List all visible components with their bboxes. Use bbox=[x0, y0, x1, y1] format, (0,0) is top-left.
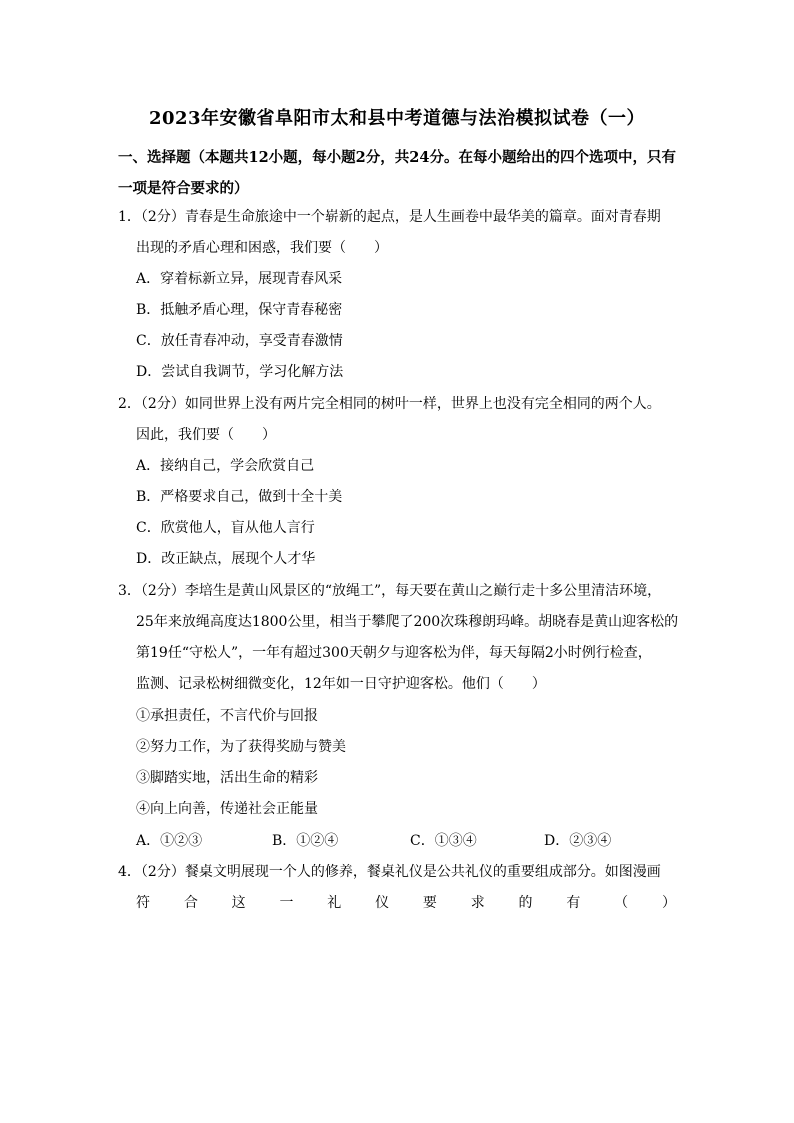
question-1-stem: 1．（2分）青春是生命旅途中一个崭新的起点，是人生画卷中最华美的篇章。面对青春期 bbox=[118, 209, 661, 225]
stem-char: 要 bbox=[422, 895, 437, 911]
page-title: 2023年安徽省阜阳市太和县中考道德与法治模拟试卷（一） bbox=[148, 108, 646, 129]
question-1-option-b: B．抵触矛盾心理，保守青春秘密 bbox=[136, 302, 343, 318]
stem-char: 一 bbox=[279, 895, 294, 911]
section-heading-line: 一项是符合要求的） bbox=[118, 180, 249, 197]
question-3-stem: 3．（2分）李培生是黄山风景区的“放绳工”，每天要在黄山之巅行走十多公里清洁环境， bbox=[118, 583, 662, 599]
stem-char: 求 bbox=[470, 895, 485, 911]
question-1-option-a: A．穿着标新立异，展现青春风采 bbox=[136, 271, 343, 287]
stem-char: 合 bbox=[183, 895, 198, 911]
question-1-option-c: C．放任青春冲动，享受青春激情 bbox=[136, 333, 343, 349]
stem-char: 这 bbox=[231, 895, 246, 911]
question-3-stem-cont: 监测、记录松树细微变化，12年如一日守护迎客松。他们（ ） bbox=[136, 676, 546, 692]
question-3-option-b: B．①②④ bbox=[272, 833, 339, 849]
question-3-statement-4: ④向上向善，传递社会正能量 bbox=[136, 801, 318, 817]
question-3-options bbox=[136, 831, 636, 851]
stem-char: 有 bbox=[566, 895, 581, 911]
stem-char: ） bbox=[661, 895, 676, 911]
question-3-stem-cont: 第19任“守松人”，一年有超过300天朝夕与迎客松为伴，每天每隔2小时例行检查， bbox=[136, 645, 652, 661]
stem-char: 礼 bbox=[327, 895, 342, 911]
question-2-option-d: D．改正缺点，展现个人才华 bbox=[136, 551, 316, 567]
question-2-option-c: C．欣赏他人，盲从他人言行 bbox=[136, 520, 315, 536]
section-heading-line: 一、选择题（本题共12小题，每小题2分，共24分。在每小题给出的四个选项中，只有 bbox=[118, 149, 676, 166]
question-3-option-c: C．①③④ bbox=[410, 833, 477, 849]
question-3-option-d: D．②③④ bbox=[544, 833, 612, 849]
question-2-stem: 2．（2分）如同世界上没有两片完全相同的树叶一样，世界上也没有完全相同的两个人。 bbox=[118, 396, 661, 412]
question-3-statement-1: ①承担责任，不言代价与回报 bbox=[136, 708, 318, 724]
question-3-statement-2: ②努力工作，为了获得奖励与赞美 bbox=[136, 739, 346, 755]
question-2-option-a: A．接纳自己，学会欣赏自己 bbox=[136, 458, 315, 474]
section-heading bbox=[118, 142, 680, 204]
question-1-stem-cont: 出现的矛盾心理和困惑，我们要（ ） bbox=[136, 240, 388, 256]
question-2-option-b: B．严格要求自己，做到十全十美 bbox=[136, 489, 343, 505]
question-4-stem: 4．（2分）餐桌文明展现一个人的修养，餐桌礼仪是公共礼仪的重要组成部分。如图漫画 bbox=[118, 864, 661, 880]
stem-char: （ bbox=[614, 895, 629, 911]
stem-char: 的 bbox=[518, 895, 533, 911]
question-3-option-a: A．①②③ bbox=[136, 833, 203, 849]
question-3-statement-3: ③脚踏实地，活出生命的精彩 bbox=[136, 770, 318, 786]
question-4-stem-cont bbox=[136, 893, 676, 913]
question-3-stem-cont: 25年来放绳高度达1800公里，相当于攀爬了200次珠穆朗玛峰。胡晓春是黄山迎客松的 bbox=[136, 614, 679, 630]
question-2-stem-cont: 因此，我们要（ ） bbox=[136, 427, 276, 443]
stem-char: 仪 bbox=[375, 895, 390, 911]
question-1-option-d: D．尝试自我调节，学习化解方法 bbox=[136, 364, 344, 380]
stem-char: 符 bbox=[136, 895, 150, 911]
